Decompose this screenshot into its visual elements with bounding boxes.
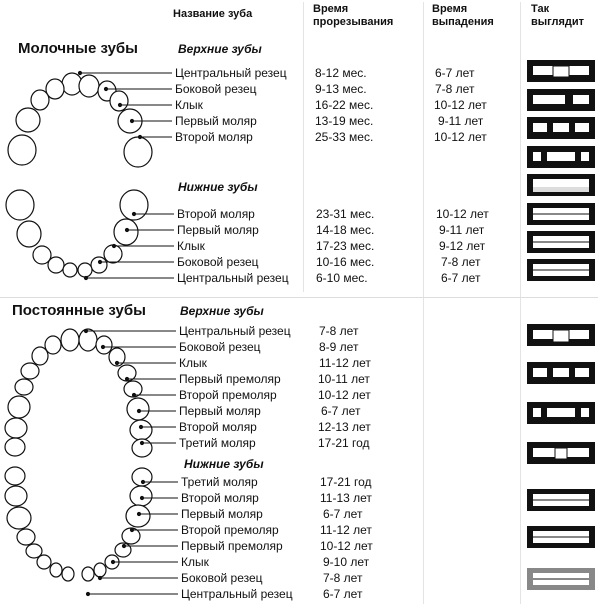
eruption-time: 11-12 лет [319,356,371,370]
smile-thumbnail [527,402,595,424]
tooth-name: Первый моляр [177,223,259,237]
permanent-teeth-title: Постоянные зубы [12,302,146,319]
tooth-name: Клык [177,239,205,253]
eruption-time: 13-19 мес. [315,114,374,128]
primary-teeth-title: Молочные зубы [18,40,138,57]
tooth-name: Третий моляр [181,475,258,489]
eruption-time: 10-12 лет [318,388,371,402]
header-loss-line1: Время [432,3,468,15]
eruption-time: 16-22 мес. [315,98,374,112]
tooth-name: Второй моляр [175,130,253,144]
eruption-time: 6-7 лет [321,404,361,418]
loss-time: 6-7 лет [441,271,481,285]
tooth-name: Первый премоляр [179,372,281,386]
eruption-time: 17-21 год [320,475,372,489]
smile-thumbnail [527,324,595,346]
eruption-time: 6-7 лет [323,587,363,601]
smile-thumbnail [527,442,595,464]
loss-time: 9-11 лет [439,223,485,237]
eruption-time: 11-13 лет [320,491,372,505]
eruption-time: 9-10 лет [323,555,370,569]
smile-thumbnail [527,231,595,253]
tooth-name: Центральный резец [177,271,289,285]
permanent-lower-title: Нижние зубы [184,457,264,471]
eruption-time: 17-23 мес. [316,239,375,253]
loss-time: 9-12 лет [439,239,486,253]
permanent-lower-arch [5,467,152,581]
smile-thumbnail [527,117,595,139]
eruption-time: 10-11 лет [318,372,370,386]
smile-thumbnail [527,526,595,548]
tooth-name: Клык [181,555,209,569]
tooth-name: Второй премоляр [179,388,277,402]
tooth-name: Первый моляр [175,114,257,128]
tooth-name: Центральный резец [181,587,293,601]
header-look-line1: Так [531,3,550,15]
primary-lower-arch [6,190,148,277]
tooth-name: Боковой резец [179,340,261,354]
primary-lower-title: Нижние зубы [178,180,258,194]
tooth-name: Третий моляр [179,436,256,450]
primary-upper-title: Верхние зубы [178,42,262,56]
eruption-time: 25-33 мес. [315,130,374,144]
tooth-name: Второй моляр [179,420,257,434]
tooth-name: Боковой резец [175,82,257,96]
tooth-name: Второй моляр [181,491,259,505]
tooth-name: Центральный резец [175,66,287,80]
tooth-name: Второй премоляр [181,523,279,537]
eruption-time: 6-10 мес. [316,271,368,285]
eruption-time: 14-18 мес. [316,223,375,237]
tooth-name: Боковой резец [181,571,263,585]
eruption-time: 9-13 мес. [315,82,367,96]
eruption-time: 11-12 лет [320,523,372,537]
eruption-time: 23-31 мес. [316,207,375,221]
eruption-time: 8-9 лет [319,340,359,354]
loss-time: 10-12 лет [434,98,487,112]
loss-time: 10-12 лет [436,207,489,221]
tooth-name: Центральный резец [179,324,291,338]
eruption-time: 8-12 мес. [315,66,367,80]
eruption-time: 17-21 год [318,436,370,450]
tooth-name: Первый моляр [179,404,261,418]
loss-time: 7-8 лет [441,255,481,269]
loss-time: 9-11 лет [438,114,484,128]
eruption-time: 7-8 лет [319,324,359,338]
loss-time: 6-7 лет [435,66,475,80]
header-eruption-line2: прорезывания [313,16,394,28]
header-eruption-line1: Время [313,3,349,15]
permanent-upper-title: Верхние зубы [180,304,264,318]
smile-thumbnail [527,489,595,511]
smile-thumbnail [527,146,595,168]
eruption-time: 10-16 мес. [316,255,375,269]
tooth-name: Боковой резец [177,255,259,269]
smile-thumbnail [527,362,595,384]
smile-thumbnail [527,259,595,281]
tooth-name: Второй моляр [177,207,255,221]
smile-thumbnail [527,174,595,196]
eruption-time: 10-12 лет [320,539,373,553]
tooth-name: Первый моляр [181,507,263,521]
header-tooth-name: Название зуба [173,8,253,20]
eruption-time: 6-7 лет [323,507,363,521]
tooth-name: Первый премоляр [181,539,283,553]
tooth-name: Клык [179,356,207,370]
header-loss-line2: выпадения [432,16,494,28]
loss-time: 10-12 лет [434,130,487,144]
smile-thumbnail [527,203,595,225]
eruption-time: 12-13 лет [318,420,371,434]
smile-thumbnail [527,568,595,590]
permanent-upper-arch [5,329,152,457]
smile-thumbnail [527,60,595,82]
loss-time: 7-8 лет [435,82,475,96]
tooth-name: Клык [175,98,203,112]
eruption-time: 7-8 лет [323,571,363,585]
header-look-line2: выглядит [531,16,585,28]
smile-thumbnail [527,89,595,111]
